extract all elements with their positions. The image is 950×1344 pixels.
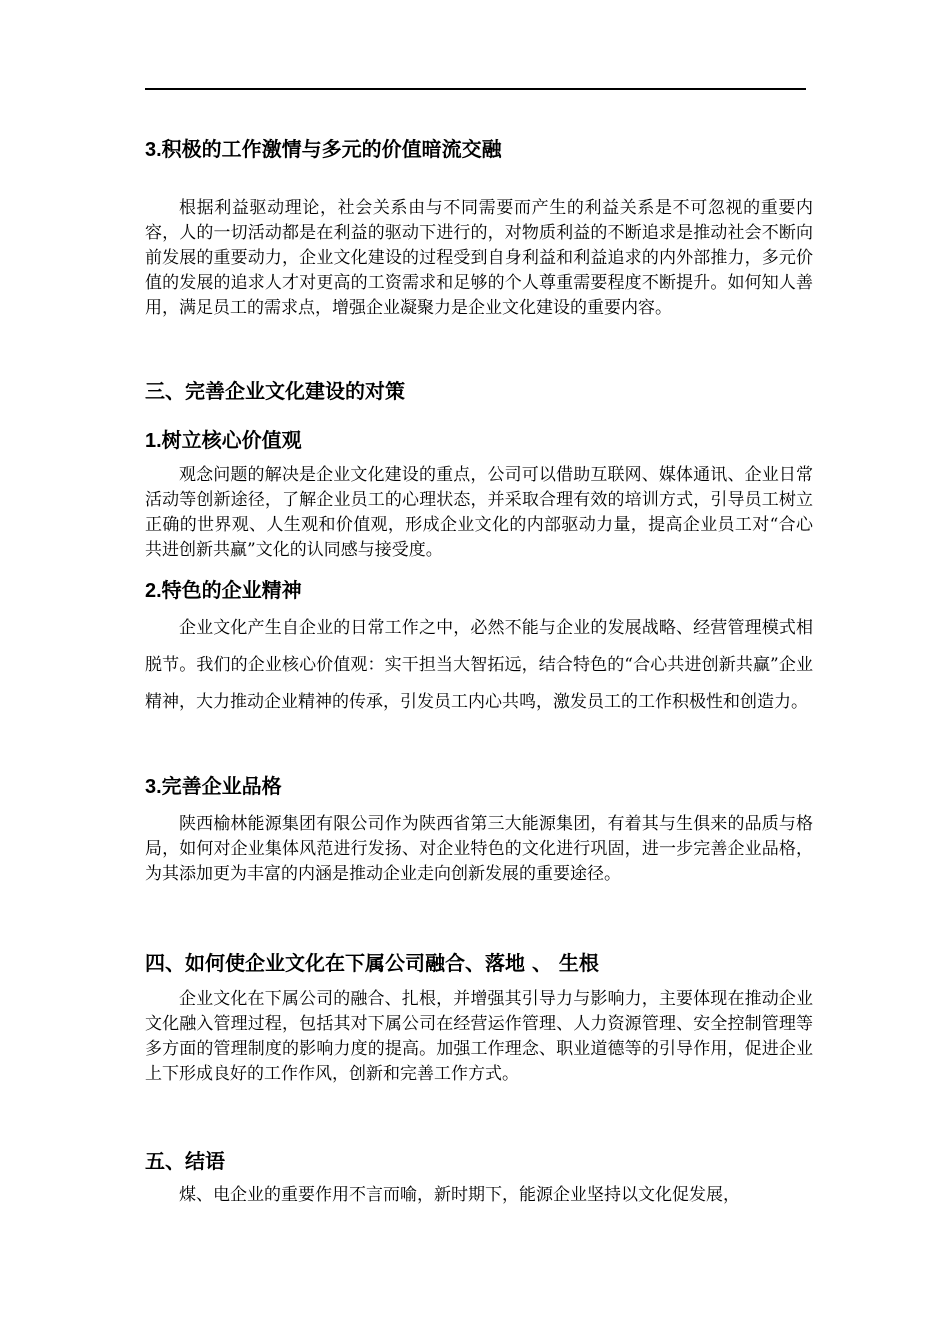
subsection-1-heading: 1.树立核心价值观 — [145, 430, 302, 452]
part-4-heading: 四、如何使企业文化在下属公司融合、落地 、 生根 — [145, 951, 599, 975]
section-3-paragraph: 根据利益驱动理论，社会关系由与不同需要而产生的利益关系是不可忽视的重要内容，人的一切活动都是在利益的驱动下进行的，对物质利益的不断追求是推动社会不断向前发展的重要动力，企业文化建设的过程受到自身利益和利益追求的内外部推力，多元价值的发展的追求人才对更高的工资需求和足够的个人尊重需要程度不断提升。如何知人善用，满足员工的需求点，增强企业凝聚力是企业文化建设的重要内容。 — [145, 198, 813, 318]
subsection-3-heading: 3.完善企业品格 — [145, 776, 282, 798]
part-5-heading: 五、结语 — [145, 1149, 225, 1173]
subsection-2-paragraph: 企业文化产生自企业的日常工作之中，必然不能与企业的发展战略、经营管理模式相脱节。我们的企业核心价值观：实干担当大智拓远，结合特色的“合心共进创新共赢”企业精神，大力推动企业精神的传承，引发员工内心共鸣，激发员工的工作积极性和创造力。 — [145, 618, 813, 712]
part-5-paragraph: 煤、电企业的重要作用不言而喻，新时期下，能源企业坚持以文化促发展， — [179, 1185, 740, 1205]
subsection-3-paragraph: 陕西榆林能源集团有限公司作为陕西省第三大能源集团，有着其与生俱来的品质与格局，如何对企业集体风范进行发扬、对企业特色的文化进行巩固，进一步完善企业品格，为其添加更为丰富的内涵是推动企业走向创新发展的重要途径。 — [145, 814, 813, 884]
subsection-1-paragraph: 观念问题的解决是企业文化建设的重点，公司可以借助互联网、媒体通讯、企业日常活动等创新途径，了解企业员工的心理状态，并采取合理有效的培训方式，引导员工树立正确的世界观、人生观和价值观，形成企业文化的内部驱动力量，提高企业员工对“合心共进创新共赢”文化的认同感与接受度。 — [145, 465, 813, 560]
section-heading-3: 3.积极的工作激情与多元的价值暗流交融 — [145, 139, 502, 161]
header-rule — [145, 88, 806, 90]
subsection-2-heading: 2.特色的企业精神 — [145, 580, 302, 602]
part-4-paragraph: 企业文化在下属公司的融合、扎根，并增强其引导力与影响力，主要体现在推动企业文化融入管理过程，包括其对下属公司在经营运作管理、人力资源管理、安全控制管理等多方面的管理制度的影响力度的提高。加强工作理念、职业道德等的引导作用，促进企业上下形成良好的工作作风，创新和完善工作方式。 — [145, 989, 813, 1084]
part-3-heading: 三、完善企业文化建设的对策 — [145, 379, 405, 403]
